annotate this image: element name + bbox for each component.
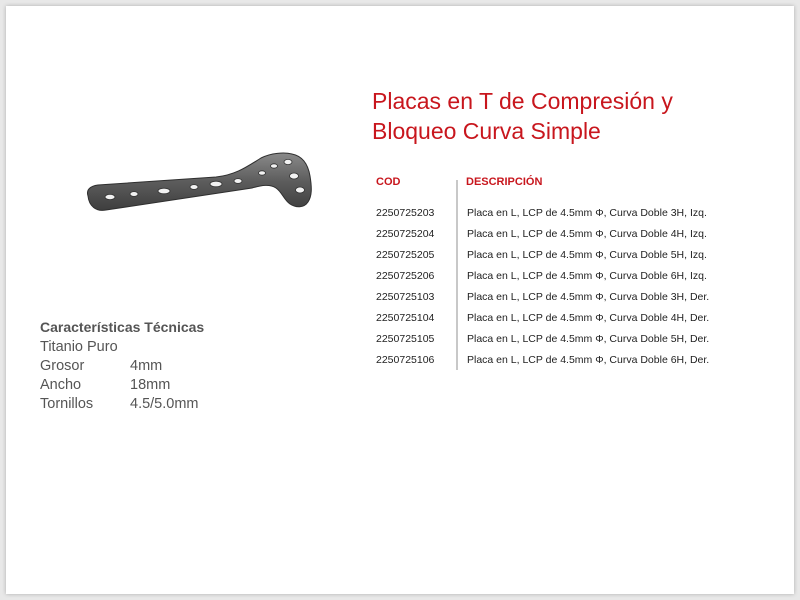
header-description: DESCRIPCIÓN: [466, 176, 543, 188]
row-code: 2250725105: [376, 333, 435, 345]
row-description: Placa en L, LCP de 4.5mm Φ, Curva Doble 5H, Der.: [467, 333, 710, 345]
bone-plate-icon: [76, 144, 316, 224]
spec-value: 18mm: [130, 377, 171, 393]
header-cod: COD: [376, 176, 401, 188]
row-code: 2250725204: [376, 228, 435, 240]
title-line-2: Bloqueo Curva Simple: [372, 118, 601, 144]
row-code: 2250725103: [376, 291, 435, 303]
spec-label: Ancho: [40, 377, 82, 393]
table-row: [370, 249, 790, 270]
row-code: 2250725205: [376, 249, 435, 261]
title-line-1: Placas en T de Compresión y: [372, 88, 673, 114]
spec-label: Tornillos: [40, 396, 94, 412]
table-row: [370, 354, 790, 375]
product-sheet: [6, 6, 794, 594]
row-code: 2250725104: [376, 312, 435, 324]
spec-value: 4mm: [130, 358, 163, 374]
table-row: [370, 207, 790, 228]
table-row: [370, 291, 790, 312]
spec-label: Grosor: [40, 358, 85, 374]
row-code: 2250725106: [376, 354, 435, 366]
bone-plate-image: [76, 144, 316, 229]
row-description: Placa en L, LCP de 4.5mm Φ, Curva Doble 3H, Izq.: [467, 207, 707, 219]
row-description: Placa en L, LCP de 4.5mm Φ, Curva Doble 3H, Der.: [467, 291, 710, 303]
table-row: [370, 333, 790, 354]
row-description: Placa en L, LCP de 4.5mm Φ, Curva Doble 6H, Der.: [467, 354, 710, 366]
material-value: Titanio Puro: [40, 339, 118, 355]
spec-row: [40, 357, 260, 376]
table-rows: [370, 207, 790, 375]
row-description: Placa en L, LCP de 4.5mm Φ, Curva Doble 5H, Izq.: [467, 249, 707, 261]
technical-specs: [40, 319, 260, 414]
specs-material: [40, 338, 260, 357]
specs-heading: Características Técnicas: [40, 319, 205, 335]
row-description: Placa en L, LCP de 4.5mm Φ, Curva Doble 4H, Der.: [467, 312, 710, 324]
table-row: [370, 270, 790, 291]
row-code: 2250725203: [376, 207, 435, 219]
spec-row: [40, 376, 260, 395]
table-row: [370, 312, 790, 333]
row-code: 2250725206: [376, 270, 435, 282]
row-description: Placa en L, LCP de 4.5mm Φ, Curva Doble 6H, Izq.: [467, 270, 707, 282]
row-description: Placa en L, LCP de 4.5mm Φ, Curva Doble 4H, Izq.: [467, 228, 707, 240]
page-title: [372, 86, 772, 146]
table-row: [370, 228, 790, 249]
spec-value: 4.5/5.0mm: [130, 396, 199, 412]
spec-row: [40, 395, 260, 414]
